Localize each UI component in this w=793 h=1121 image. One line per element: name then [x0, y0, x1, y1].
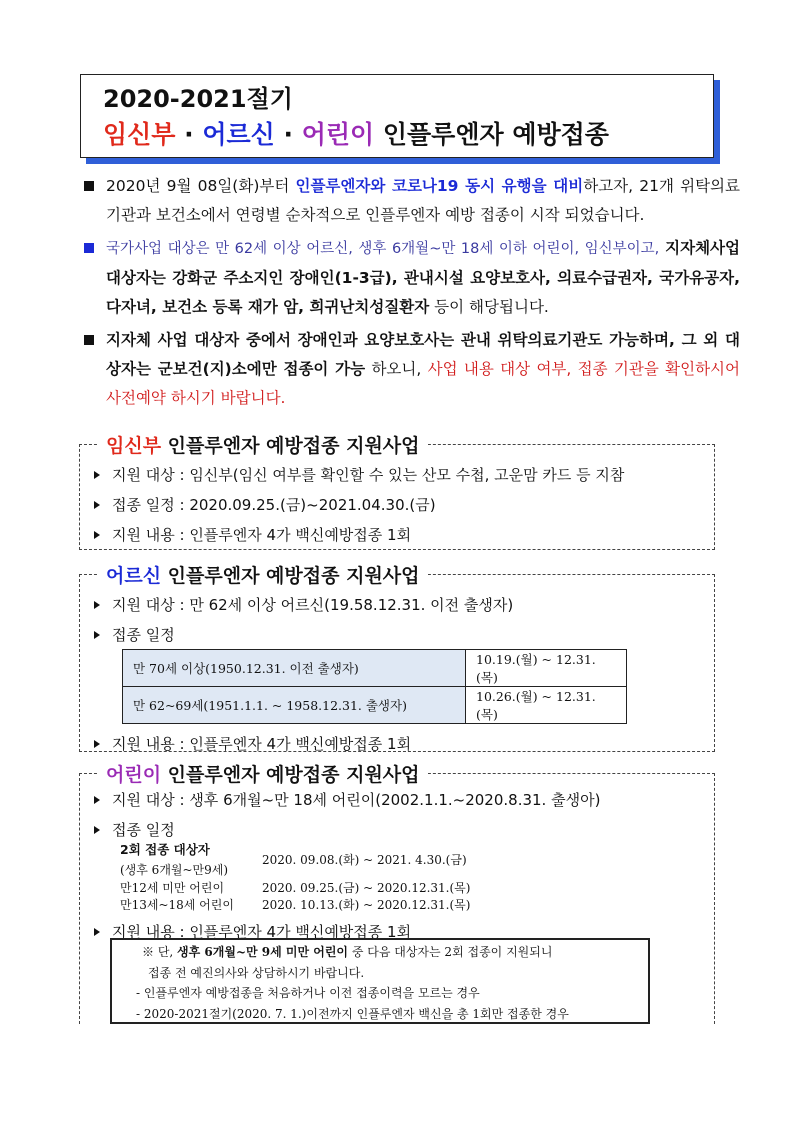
note-text: ※ 단,: [142, 945, 178, 959]
section-title-rest: 인플루엔자 예방접종 지원사업: [161, 565, 420, 587]
triangle-bullet-icon: [94, 501, 100, 509]
table-row: [123, 687, 627, 724]
section-title-colored: 어린이: [106, 764, 162, 786]
table-cell-age: 만 70세 이상(1950.12.31. 이전 출생자): [123, 650, 466, 687]
support-target: [92, 593, 700, 617]
support-content-text: 지원 내용 : 인플루엔자 4가 백신예방접종 1회: [112, 923, 412, 941]
vaccination-period: [92, 623, 700, 647]
title-rest: 인플루엔자 예방접종: [374, 120, 609, 149]
triangle-bullet-icon: [94, 631, 100, 639]
age13-18-period: 2020. 10.13.(화) ~ 2020.12.31.(목): [262, 898, 471, 912]
title-box: [80, 74, 714, 158]
square-bullet-icon: [84, 181, 94, 191]
triangle-bullet-icon: [94, 928, 100, 936]
bullet-text: 등이 해당됩니다.: [429, 298, 549, 316]
triangle-bullet-icon: [94, 796, 100, 804]
note-line: [126, 942, 648, 963]
title-elderly: 어르신: [202, 120, 275, 149]
two-dose-period: 2020. 09.08.(화) ~ 2021. 4.30.(금): [262, 853, 467, 867]
children-schedule: [120, 842, 700, 914]
bullet-text: 2020년 9월 08일(화)부터: [106, 177, 296, 195]
table-row: [123, 650, 627, 687]
table-cell-period: 10.19.(월) ~ 12.31.(목): [466, 650, 627, 687]
age13-18-label: 만13세~18세 어린이: [120, 898, 234, 912]
support-target-text: 지원 대상 : 만 62세 이상 어르신(19.58.12.31. 이전 출생자): [112, 596, 514, 614]
note-line: 접종 전 예진의사와 상담하시기 바랍니다.: [148, 965, 365, 980]
section-title-rest: 인플루엔자 예방접종 지원사업: [161, 764, 420, 786]
triangle-bullet-icon: [94, 826, 100, 834]
bullet-highlight: 인플루엔자와 코로나19 동시 유행을 대비: [295, 177, 584, 195]
section-title: [98, 431, 428, 458]
support-target: [92, 788, 700, 812]
section-elderly: [79, 565, 715, 753]
square-bullet-icon: [84, 243, 94, 253]
support-content-text: 지원 내용 : 인플루엔자 4가 백신예방접종 1회: [112, 526, 412, 544]
bullet-start-date: [80, 172, 740, 230]
section-title: [98, 561, 428, 588]
title-children: 어린이: [301, 120, 375, 149]
bullet-highlight: 지자체 사업 대상자 중에서 장애인과 요양보호사는 관내 위탁의료기관도 가능하며, 그 외 대상자는 군보건(지)소에만 접종이 가능: [106, 331, 740, 378]
note-highlight: 생후 6개월~만 9세 미만 어린이: [177, 945, 349, 959]
vaccination-period-text: 접종 일정 : 2020.09.25.(금)~2021.04.30.(금): [112, 496, 436, 514]
triangle-bullet-icon: [94, 601, 100, 609]
vaccination-period-label: 접종 일정: [112, 626, 175, 644]
support-target-text: 지원 대상 : 임신부(임신 여부를 확인할 수 있는 산모 수첩, 고운맘 카드 등 지참: [112, 466, 625, 484]
title-dot: ·: [175, 120, 203, 149]
two-dose-note: [110, 938, 650, 1024]
support-target: [92, 463, 700, 487]
section-pregnant: [79, 435, 715, 550]
note-condition: - 인플루엔자 예방접종을 처음하거나 이전 접종이력을 모르는 경우: [136, 986, 480, 1000]
elderly-schedule-table: [122, 649, 627, 724]
section-title: [98, 760, 428, 787]
bullet-targets: [80, 234, 740, 322]
vaccination-period: [92, 818, 700, 842]
support-content: [92, 732, 700, 756]
under12-label: 만12세 미만 어린이: [120, 881, 225, 895]
title-pregnant: 임신부: [103, 120, 176, 149]
section-title-colored: 임신부: [106, 435, 162, 457]
section-title-rest: 인플루엔자 예방접종 지원사업: [161, 435, 420, 457]
two-dose-heading: 2회 접종 대상자: [120, 842, 210, 857]
triangle-bullet-icon: [94, 740, 100, 748]
section-title-colored: 어르신: [106, 565, 162, 587]
bullet-warning: 사업 내용 대상 여부, 접종 기관을 확인하시어 사전예약 하시기 바랍니다.: [106, 360, 741, 407]
support-target-text: 지원 대상 : 생후 6개월~만 18세 어린이(2002.1.1.~2020.8.31. 출생아): [112, 791, 601, 809]
bullet-text: 하오니,: [365, 360, 428, 378]
note-condition: - 2020-2021절기(2020. 7. 1.)이전까지 인플루엔자 백신을 총 1회만 접종한 경우: [136, 1006, 569, 1021]
vaccination-period: [92, 493, 700, 517]
table-cell-age: 만 62~69세(1951.1.1. ~ 1958.12.31. 출생자): [123, 687, 466, 724]
bullet-local-targets: 지자체사업 대상자는 강화군 주소지인 장애인(1-3급), 관내시설 요양보호사, 의료수급권자, 국가유공자, 다자녀, 보건소 등록 재가 암, 희귀난치성질환자: [106, 239, 740, 316]
triangle-bullet-icon: [94, 531, 100, 539]
note-text: 중 다음 대상자는 2회 접종이 지원되니: [348, 945, 553, 959]
triangle-bullet-icon: [94, 471, 100, 479]
intro-bullets: [80, 172, 740, 417]
square-bullet-icon: [84, 335, 94, 345]
page-title: [103, 115, 609, 151]
support-content-text: 지원 내용 : 인플루엔자 4가 백신예방접종 1회: [112, 735, 412, 753]
vaccination-period-label: 접종 일정: [112, 821, 175, 839]
support-content: [92, 523, 700, 547]
table-cell-period: 10.26.(월) ~ 12.31.(목): [466, 687, 627, 724]
bullet-national-targets: 국가사업 대상은 만 62세 이상 어르신, 생후 6개월~만 18세 이하 어린이, 임신부이고,: [106, 241, 660, 257]
bullet-text: 하고자, 21개 위탁의료기관과 보건소에서 연령별 순차적으로 인플루엔자 예방 접종이 시작 되었습니다.: [106, 177, 740, 224]
under12-period: 2020. 09.25.(금) ~ 2020.12.31.(목): [262, 881, 471, 895]
bullet-where: [80, 326, 740, 413]
two-dose-age: (생후 6개월~만9세): [120, 863, 229, 877]
title-season: 2020-2021절기: [103, 85, 293, 113]
title-dot: ·: [274, 120, 302, 149]
